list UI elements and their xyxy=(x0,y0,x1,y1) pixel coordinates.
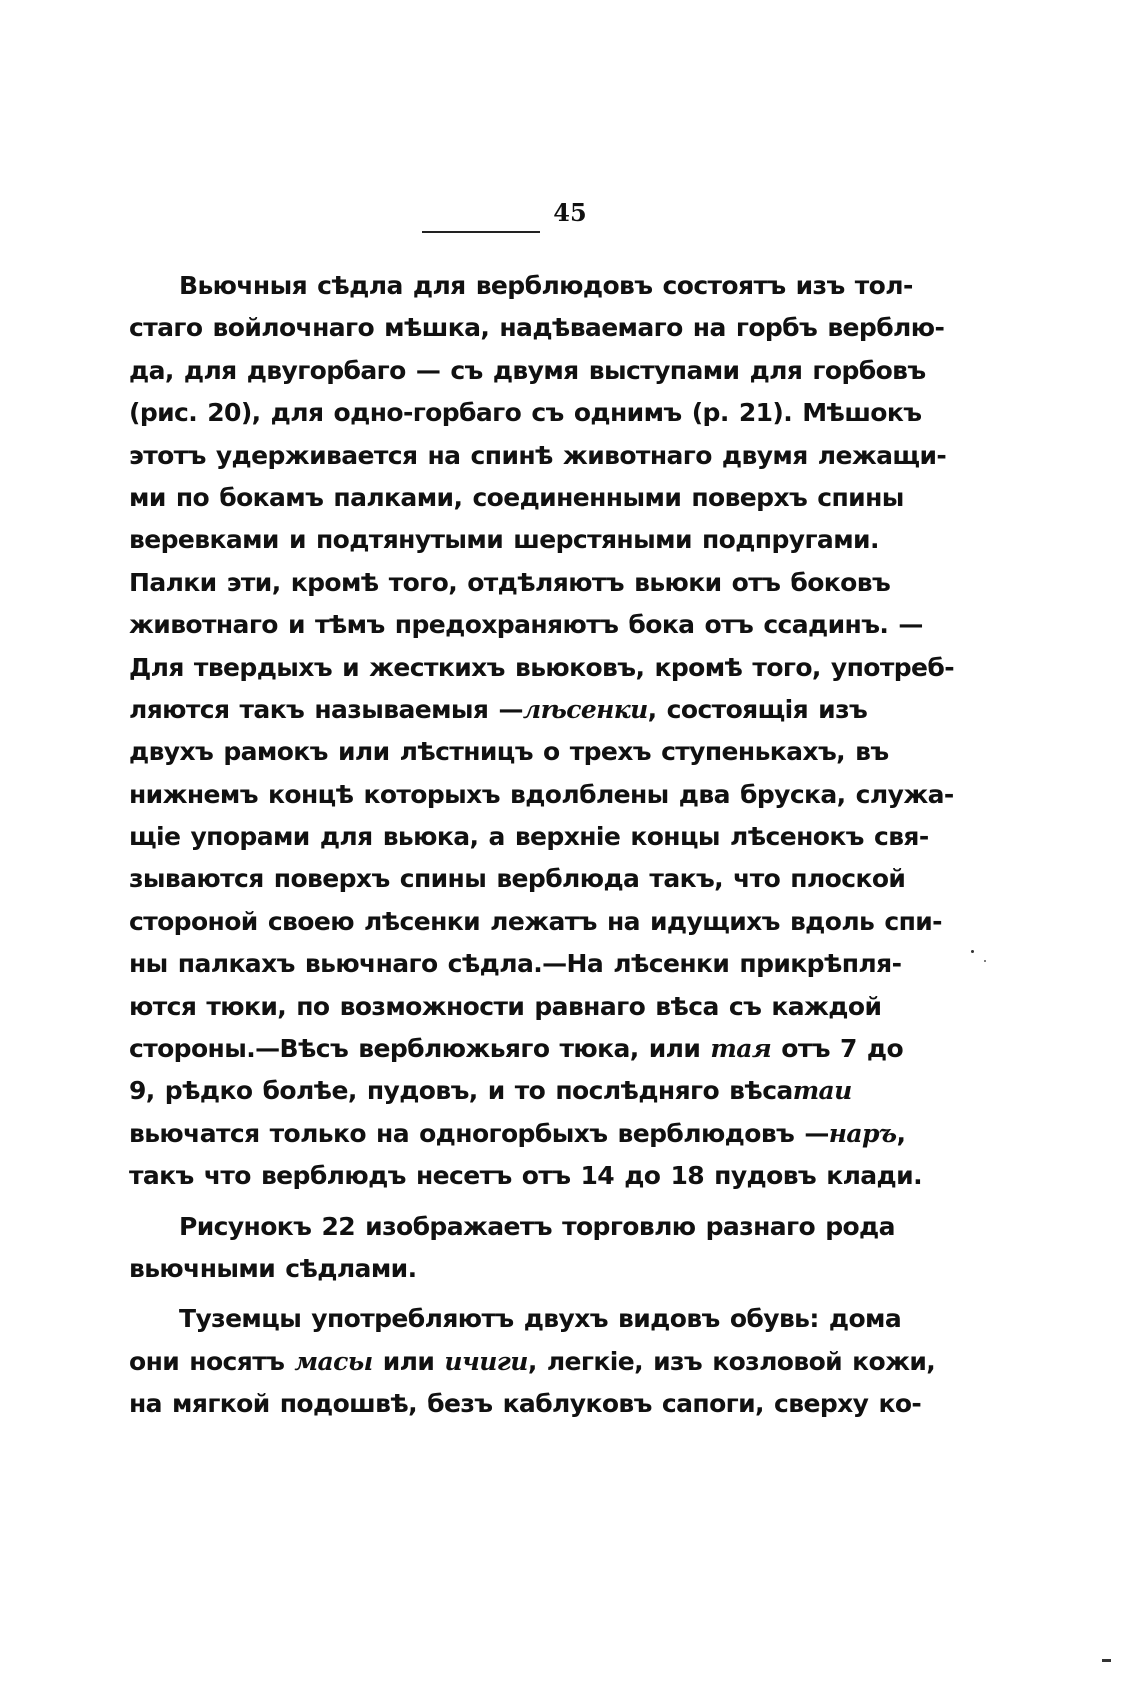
text-run: , xyxy=(896,1118,906,1148)
text-line: Для твердыхъ и жесткихъ вьюковъ, кромѣ того, употреб- xyxy=(129,652,955,682)
text-line: щіе упорами для вьюка, а верхніе концы лѣсенокъ свя- xyxy=(129,822,929,852)
italic-term: наръ xyxy=(828,1118,897,1148)
text-line: стаго войлочнаго мѣшка, надѣваемаго на горбъ верблю- xyxy=(129,313,945,343)
text-line: нижнемъ концѣ которыхъ вдолблены два бруска, служа- xyxy=(129,779,954,809)
paragraph-3 xyxy=(129,1298,936,1425)
italic-term: ичиги xyxy=(444,1346,528,1376)
scan-speck xyxy=(1102,1659,1111,1662)
text-run: вьючатся только на одногорбыхъ верблюдовъ — xyxy=(129,1118,829,1148)
paragraph-2 xyxy=(129,1206,895,1291)
text-line: стороной своею лѣсенки лежатъ на идущихъ вдоль спи- xyxy=(129,906,942,936)
text-line: ются тюки, по возможности равнаго вѣса съ каждой xyxy=(129,991,882,1021)
text-line: Туземцы употребляютъ двухъ видовъ обувь: дома xyxy=(179,1304,902,1334)
text-line: зываются поверхъ спины верблюда такъ, что плоской xyxy=(129,864,906,894)
scan-speck xyxy=(971,950,974,953)
text-run: 9, рѣдко болѣе, пудовъ, и то послѣдняго вѣса xyxy=(129,1076,793,1106)
text-run: , легкіе, изъ козловой кожи, xyxy=(527,1346,936,1376)
text-line: ми по бокамъ палками, соединенными поверхъ спины xyxy=(129,482,904,512)
text-line: Вьючныя сѣдла для верблюдовъ состоятъ изъ тол- xyxy=(179,271,913,300)
text-line: да, для двугорбаго — съ двумя выступами для горбовъ xyxy=(129,355,926,385)
text-line xyxy=(129,1028,904,1070)
text-line xyxy=(129,689,868,731)
italic-term: лѣсенки xyxy=(522,694,648,724)
text-line xyxy=(129,1341,936,1383)
text-line xyxy=(129,1113,906,1155)
italic-term: тая xyxy=(710,1034,772,1064)
text-line: Палки эти, кромѣ того, отдѣляютъ вьюки отъ боковъ xyxy=(129,567,891,597)
paragraph-1 xyxy=(129,265,955,1198)
text-line: на мягкой подошвѣ, безъ каблуковъ сапоги, сверху ко- xyxy=(129,1389,922,1419)
text-run: они носятъ xyxy=(129,1346,285,1376)
scan-speck xyxy=(984,960,986,962)
text-line: Рисунокъ 22 изображаетъ торговлю разнаго рода xyxy=(179,1211,895,1241)
text-line: двухъ рамокъ или лѣстницъ о трехъ ступенькахъ, въ xyxy=(129,737,889,767)
text-line: (рис. 20), для одно-горбаго съ однимъ (р. 21). Мѣшокъ xyxy=(129,398,922,428)
text-run: ляются такъ называемыя — xyxy=(129,694,523,724)
text-line xyxy=(129,1070,852,1112)
text-line: ны палкахъ вьючнаго сѣдла.—На лѣсенки прикрѣпля- xyxy=(129,949,902,979)
text-line: животнаго и тѣмъ предохраняютъ бока отъ ссадинъ. — xyxy=(129,610,923,640)
text-line: вьючными сѣдлами. xyxy=(129,1253,417,1283)
text-run: , состоящія изъ xyxy=(647,694,868,724)
text-line: этотъ удерживается на спинѣ животнаго двумя лежащи- xyxy=(129,440,947,470)
page-number: 45 xyxy=(553,198,587,227)
paragraph-gap xyxy=(129,1198,843,1206)
italic-term: таи xyxy=(792,1076,852,1106)
text-line: такъ что верблюдъ несетъ отъ 14 до 18 пудовъ клади. xyxy=(129,1161,922,1191)
paragraph-gap xyxy=(129,1290,843,1298)
body-text xyxy=(129,265,955,1426)
italic-term: масы xyxy=(294,1346,373,1376)
text-run: или xyxy=(382,1346,435,1376)
text-run: отъ 7 до xyxy=(781,1034,904,1064)
page-number-rule xyxy=(422,231,540,233)
text-line: веревками и подтянутыми шерстяными подпругами. xyxy=(129,525,879,555)
text-run: стороны.—Вѣсъ верблюжьяго тюка, или xyxy=(129,1034,701,1064)
